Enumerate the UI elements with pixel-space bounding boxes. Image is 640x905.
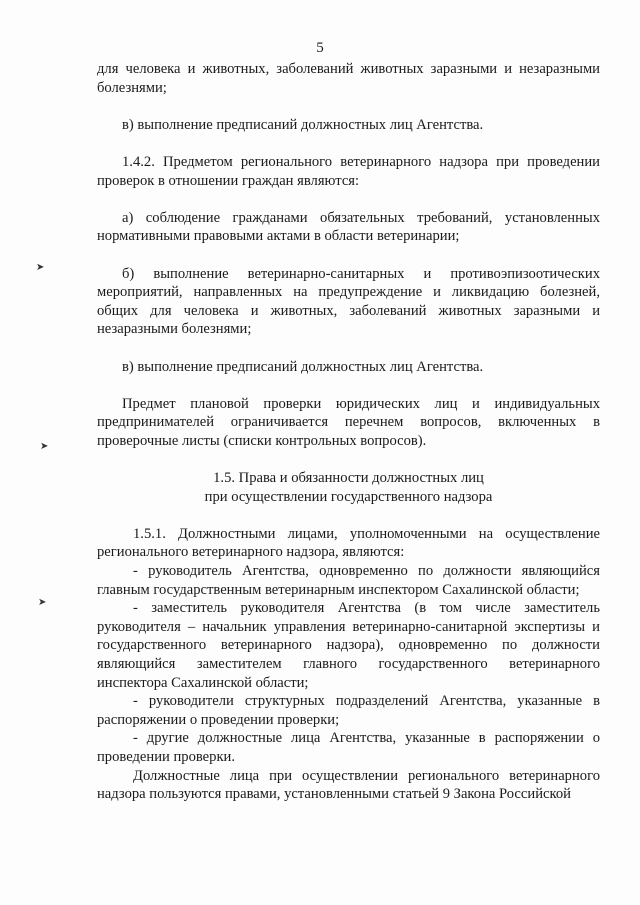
- paragraph: 1.5.1. Должностными лицами, уполномоченными на осуществление регионального ветеринарного надзора, являются:: [97, 525, 600, 561]
- section-heading-line: 1.5. Права и обязанности должностных лиц: [213, 470, 484, 487]
- section-heading-line: при осуществлении государственного надзора: [204, 488, 493, 505]
- paragraph: б) выполнение ветеринарно-санитарных и противоэпизоотических мероприятий, направленных на предупреждение и ликвидацию болезней, общих для человека и животных, заболеваний животных заразными и незаразными болезнями;: [97, 265, 600, 338]
- paragraph: в) выполнение предписаний должностных лиц Агентства.: [122, 116, 484, 133]
- paragraph: 1.4.2. Предметом регионального ветеринарного надзора при проведении проверок в отношении граждан являются:: [97, 153, 600, 189]
- paragraph: в) выполнение предписаний должностных лиц Агентства.: [122, 358, 484, 375]
- margin-mark: ➤: [36, 262, 45, 273]
- margin-mark: ➤: [38, 597, 47, 608]
- margin-mark: ➤: [40, 441, 49, 452]
- document-body: [97, 60, 600, 804]
- paragraph: для человека и животных, заболеваний животных заразными и незаразными болезнями;: [97, 61, 600, 96]
- paragraph: Предмет плановой проверки юридических лиц и индивидуальных предпринимателей ограничивается перечнем вопросов, включенных в проверочные листы (списки контрольных вопросов).: [97, 395, 600, 449]
- list-item: - другие должностные лица Агентства, указанные в распоряжении о проведении проверки.: [97, 730, 600, 765]
- paragraph: а) соблюдение гражданами обязательных требований, установленных нормативными правовыми актами в области ветеринарии;: [97, 209, 600, 245]
- list-item: - заместитель руководителя Агентства (в том числе заместитель руководителя – начальник управления ветеринарно-санитарной экспертизы и государственного ветеринарного надзора), одновременно по должности являющийся заместителем главного государственного ветеринарного инспектора Сахалинской области;: [97, 600, 600, 691]
- list-item: - руководитель Агентства, одновременно по должности являющийся главным государственным ветеринарным инспектором Сахалинской области;: [97, 563, 600, 598]
- page-number: 5: [316, 40, 324, 56]
- paragraph: Должностные лица при осуществлении регионального ветеринарного надзора пользуются правами, установленными статьей 9 Закона Российской: [97, 767, 600, 803]
- list-item: - руководители структурных подразделений Агентства, указанные в распоряжении о проведении проверки;: [97, 693, 600, 728]
